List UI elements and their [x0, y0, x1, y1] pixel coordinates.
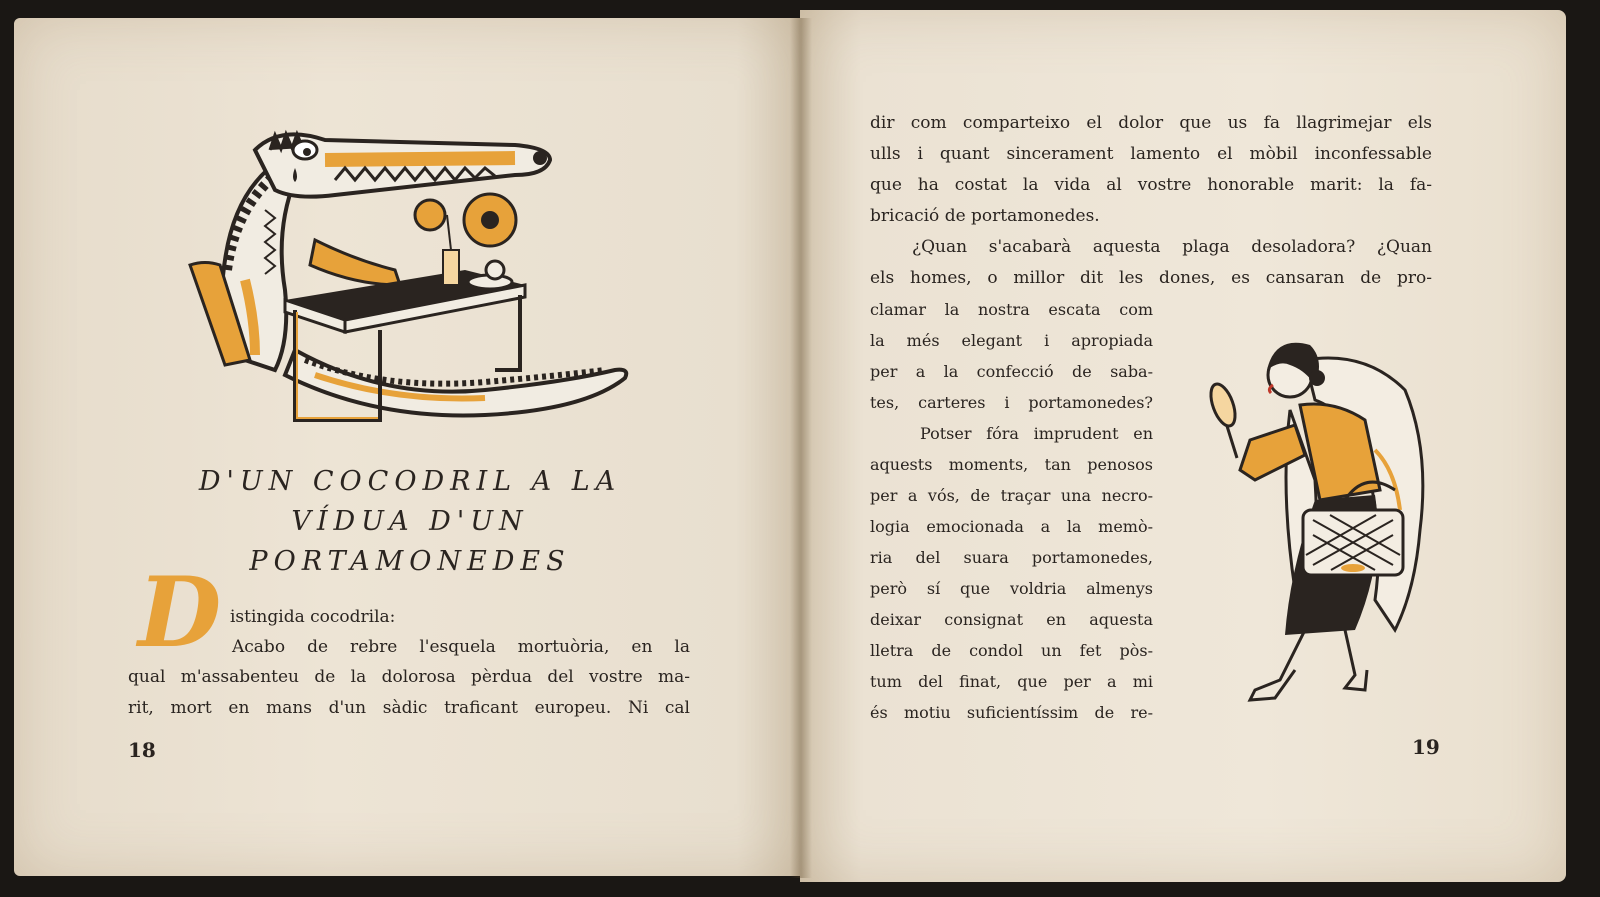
right-text-line: per a vós, de traçar una necro-: [870, 486, 1153, 505]
left-paragraph: [128, 662, 690, 724]
right-text-line: però sí que voldria almenys: [870, 579, 1153, 598]
right-text-line: bricació de portamonedes.: [870, 206, 1100, 226]
right-text-line: la més elegant i apropiada: [870, 331, 1153, 350]
left-line-1: [230, 602, 630, 633]
right-text-line: ulls i quant sincerament lamento el mòbil inconfessable: [870, 144, 1432, 164]
right-text-line: per a la confecció de saba-: [870, 362, 1153, 381]
page-number-left: 18: [128, 738, 156, 762]
left-text-line: qual m'assabenteu de la dolorosa pèrdua del vostre ma-: [128, 667, 690, 687]
drop-cap: D: [138, 556, 222, 669]
heading-line-2: VÍDUA D'UN PORTAMONEDES: [249, 506, 571, 577]
right-text-line: logia emocionada a la memò-: [870, 517, 1153, 536]
right-text-line: aquests moments, tan penosos: [870, 455, 1153, 474]
woman-with-handbag-illustration: [1195, 330, 1435, 720]
page-number-right: 19: [1412, 735, 1440, 759]
right-text-line: és motiu suficientíssim de re-: [870, 703, 1153, 722]
right-text-line: deixar consignat en aquesta: [870, 610, 1153, 629]
right-paragraph-1: [870, 108, 1432, 201]
book-gutter: [790, 18, 812, 878]
right-text-line: dir com comparteixo el dolor que us fa llagrimejar els: [870, 113, 1432, 133]
left-text-line: rit, mort en mans d'un sàdic traficant europeu. Ni cal: [128, 698, 690, 718]
heading-line-1: D'UN COCODRIL A LA: [198, 466, 622, 497]
right-narrow-column-b: [870, 449, 1153, 728]
right-text-line: ria del suara portamonedes,: [870, 548, 1153, 567]
crocodile-illustration: [185, 120, 645, 450]
right-text-line: Potser fóra imprudent en: [920, 424, 1153, 443]
left-text-line: istingida cocodrila:: [230, 607, 396, 627]
right-paragraph-1-end: [870, 201, 1170, 232]
right-text-line: els homes, o millor dit les dones, es cansaran de pro-: [870, 268, 1432, 288]
right-text-line: ¿Quan s'acabarà aquesta plaga desoladora? ¿Quan: [912, 237, 1432, 257]
right-paragraph-2: [912, 232, 1432, 263]
right-text-line: tes, carteres i portamonedes?: [870, 393, 1153, 412]
right-text-line: que ha costat la vida al vostre honorable marit: la fa-: [870, 175, 1432, 195]
right-paragraph-2b: [870, 263, 1432, 294]
left-text-line: Acabo de rebre l'esquela mortuòria, en la: [232, 637, 690, 657]
right-narrow-column-b-indent: [920, 418, 1153, 449]
right-text-line: lletra de condol un fet pòs-: [870, 641, 1153, 660]
left-line-2: [232, 632, 690, 663]
right-narrow-column-a: [870, 294, 1153, 418]
right-text-line: clamar la nostra escata com: [870, 300, 1153, 319]
right-text-line: tum del finat, que per a mi: [870, 672, 1153, 691]
